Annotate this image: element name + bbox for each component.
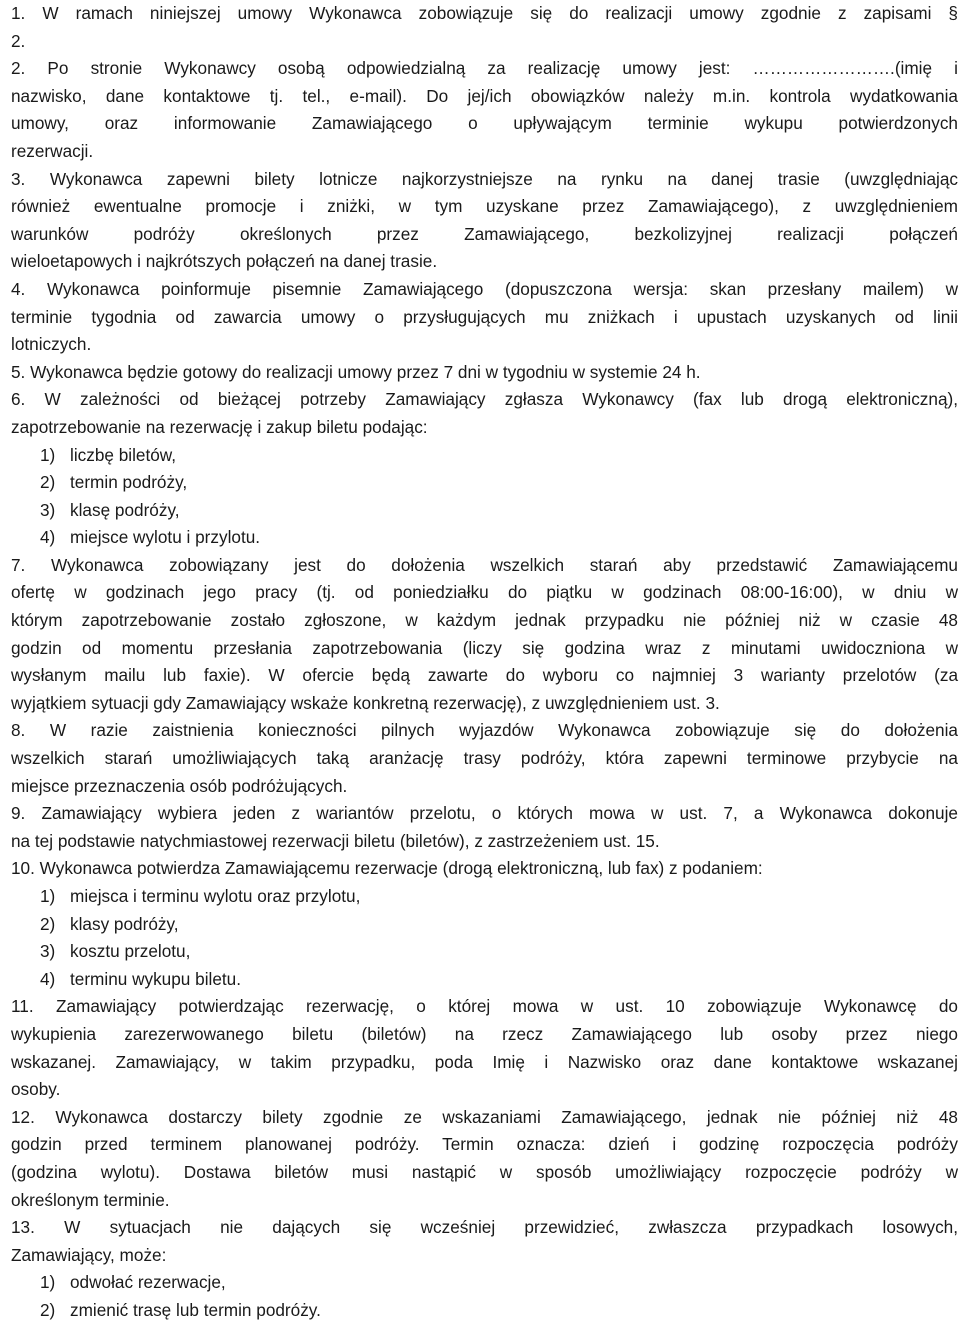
text-line: którym zapotrzebowanie zostało zgłoszone, w każdym jednak przypadku nie później niż w czasie 48	[11, 610, 958, 631]
sub-list-text: kosztu przelotu,	[70, 941, 191, 962]
sub-list-item	[11, 911, 958, 939]
text-line: osoby.	[11, 1079, 61, 1100]
text-line: 8. W razie zaistnienia konieczności pilnych wyjazdów Wykonawca zobowiązuje się do dołożenia	[11, 720, 958, 741]
sub-list-number: 2)	[40, 472, 56, 493]
sub-list-item	[11, 524, 958, 552]
text-line: 9. Zamawiający wybiera jeden z wariantów przelotu, o których mowa w ust. 7, a Wykonawca dokonuje	[11, 803, 958, 824]
sub-list-text: odwołać rezerwacje,	[70, 1272, 226, 1293]
sub-list-number: 1)	[40, 444, 56, 465]
sub-list-number: 3)	[40, 941, 56, 962]
text-line: wyjątkiem sytuacji gdy Zamawiający wskaże konkretną rezerwację), z uwzględnieniem ust. 3.	[11, 692, 720, 713]
sub-list-item	[11, 938, 958, 966]
text-line: wykupienia zarezerwowanego biletu (biletów) na rzecz Zamawiającego lub osoby przez niego	[11, 1023, 958, 1044]
text-line: miejsce przeznaczenia osób podróżujących.	[11, 775, 348, 796]
sub-list-number: 4)	[40, 968, 56, 989]
text-line: również ewentualne promocje i zniżki, w tym uzyskane przez Zamawiającego), z uwzględnieniem	[11, 196, 958, 217]
text-line: terminie tygodnia od zawarcia umowy o przysługujących mu zniżkach i upustach uzyskanych od linii	[11, 306, 958, 327]
text-line: lotniczych.	[11, 334, 92, 355]
text-line: 2. Po stronie Wykonawcy osobą odpowiedzialną za realizację umowy jest: …………………….(imię i	[11, 58, 958, 79]
text-line: wszelkich starań umożliwiających taką aranżację trasy podróży, która zapewni terminowe przybycie na	[11, 748, 958, 769]
sub-list-item	[11, 469, 958, 497]
text-line: wieloetapowych i najkrótszych połączeń na danej trasie.	[11, 251, 438, 272]
text-line: 1. W ramach niniejszej umowy Wykonawca zobowiązuje się do realizacji umowy zgodnie z zapisami §	[11, 3, 958, 23]
text-line: określonym terminie.	[11, 1189, 170, 1210]
sub-list-number: 2)	[40, 913, 56, 934]
text-line: 11. Zamawiający potwierdzając rezerwację, o której mowa w ust. 10 zobowiązuje Wykonawcę do	[11, 996, 958, 1017]
text-line: 13. W sytuacjach nie dających się wcześniej przewidzieć, zwłaszcza przypadkach losowych,	[11, 1217, 958, 1238]
text-line: ofertę w godzinach jego pracy (tj. od poniedziałku do piątku w godzinach 08:00-16:00), w dniu w	[11, 582, 958, 603]
text-line: nazwisko, dane kontaktowe tj. tel., e-mail). Do jej/ich obowiązków należy m.in. kontrola wydatkowania	[11, 85, 958, 106]
sub-list-number: 2)	[40, 1299, 56, 1320]
sub-list-number: 1)	[40, 886, 56, 906]
text-line: Zamawiający, może:	[11, 1244, 167, 1265]
text-line: 12. Wykonawca dostarczy bilety zgodnie ze wskazaniami Zamawiającego, jednak nie później niż 48	[11, 1106, 958, 1127]
sub-list-item	[11, 966, 958, 994]
sub-list-text: termin podróży,	[70, 472, 188, 493]
sub-list-text: liczbę biletów,	[70, 444, 177, 465]
text-line: wysłanym mailu lub faxie). W ofercie będą zawarte do wyboru co najmniej 3 warianty przelotów (za	[11, 665, 958, 686]
sub-list-item	[11, 1269, 958, 1297]
sub-list-item	[11, 497, 958, 525]
text-line: 10. Wykonawca potwierdza Zamawiającemu rezerwacje (drogą elektroniczną, lub fax) z podaniem:	[11, 858, 763, 879]
text-line: wskazanej. Zamawiający, w takim przypadku, poda Imię i Nazwisko oraz dane kontaktowe wskazanej	[11, 1051, 958, 1072]
text-line: rezerwacji.	[11, 140, 94, 161]
text-line: 2.	[11, 30, 26, 51]
text-line: na tej podstawie natychmiastowej rezerwacji biletu (biletów), z zastrzeżeniem ust. 15.	[11, 830, 660, 851]
text-line: warunków podróży określonych przez Zamawiającego, bezkolizyjnej realizacji połączeń	[11, 223, 958, 244]
text-line: zapotrzebowanie na rezerwację i zakup biletu podając:	[11, 416, 428, 437]
sub-list-text: klasy podróży,	[70, 913, 179, 934]
sub-list-item	[11, 442, 958, 470]
sub-list-text: klasę podróży,	[70, 499, 180, 520]
sub-list-number: 3)	[40, 499, 56, 520]
sub-list-text: terminu wykupu biletu.	[70, 968, 242, 989]
sub-list-item	[11, 1297, 958, 1325]
text-line: godzin od momentu przesłania zapotrzebowania (liczy się godzina wraz z minutami uwidoczniona w	[11, 637, 958, 658]
sub-list-text: miejsce wylotu i przylotu.	[70, 527, 261, 548]
text-line: 4. Wykonawca poinformuje pisemnie Zamawiającego (dopuszczona wersja: skan przesłany mailem) w	[11, 278, 958, 299]
text-line: 3. Wykonawca zapewni bilety lotnicze najkorzystniejsze na rynku na danej trasie (uwzględniając	[11, 168, 958, 189]
sub-list-text: miejsca i terminu wylotu oraz przylotu,	[70, 886, 361, 906]
sub-list-number: 4)	[40, 527, 56, 548]
text-line: (godzina wylotu). Dostawa biletów musi nastąpić w sposób umożliwiający rozpoczęcie podróży w	[11, 1161, 958, 1182]
text-line: 5. Wykonawca będzie gotowy do realizacji umowy przez 7 dni w tygodniu w systemie 24 h.	[11, 361, 701, 382]
text-line: 6. W zależności od bieżącej potrzeby Zamawiający zgłasza Wykonawcy (fax lub drogą elektroniczną),	[11, 389, 958, 410]
text-line: godzin przed terminem planowanej podróży. Termin oznacza: dzień i godzinę rozpoczęcia podróży	[11, 1134, 958, 1155]
text-line: 7. Wykonawca zobowiązany jest do dołożenia wszelkich starań aby przedstawić Zamawiającemu	[11, 554, 958, 575]
sub-list-number: 1)	[40, 1272, 56, 1293]
text-line: umowy, oraz informowanie Zamawiającego o upływającym terminie wykupu potwierdzonych	[11, 113, 958, 134]
sub-list-text: zmienić trasę lub termin podróży.	[70, 1299, 321, 1320]
document-body	[11, 0, 958, 1325]
sub-list-item	[11, 883, 958, 911]
